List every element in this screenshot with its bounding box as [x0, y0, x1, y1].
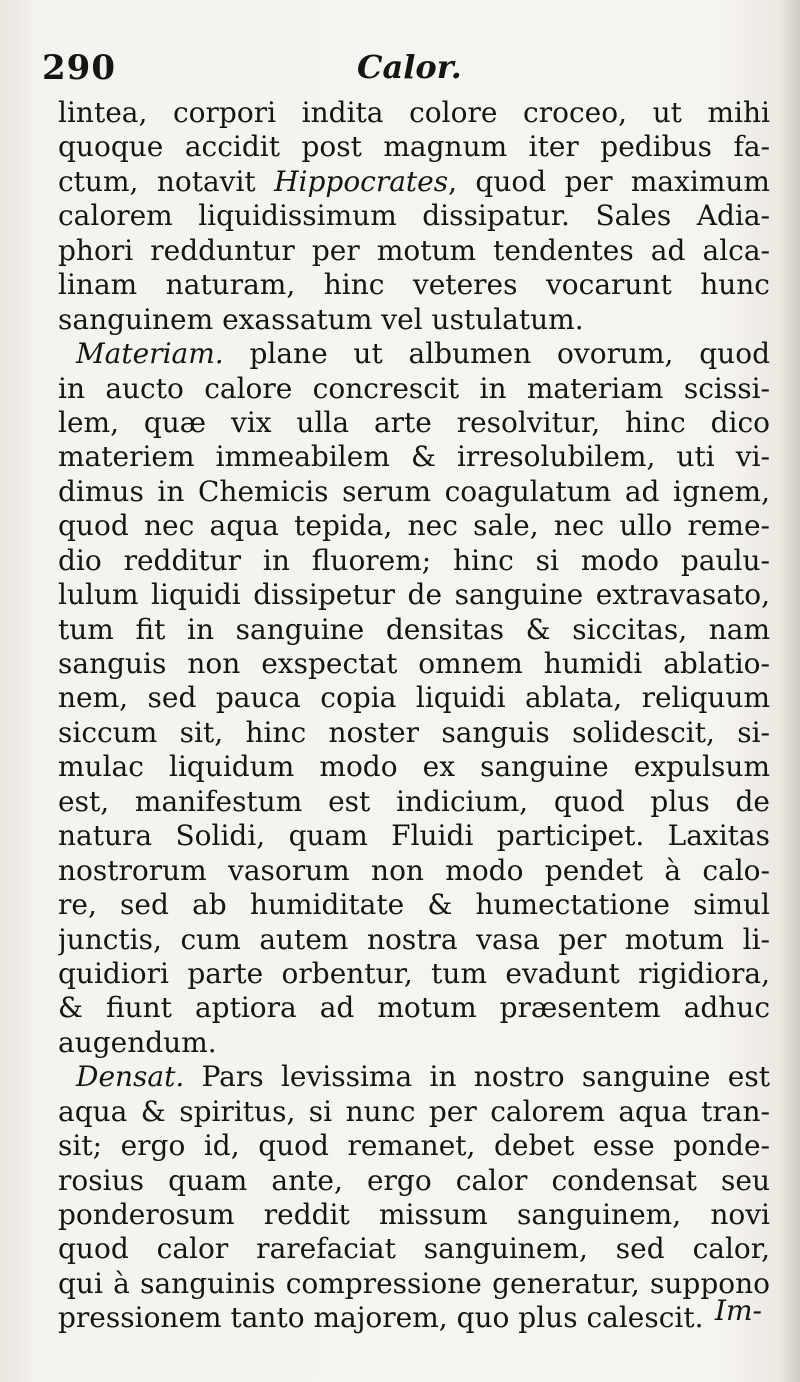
text-segment: dimus in Chemicis serum coagulatum ad ignem, — [58, 474, 770, 508]
text-segment: augendum. — [58, 1025, 217, 1059]
text-segment: calorem liquidissimum dissipatur. Sales Adia- — [58, 199, 770, 233]
text-segment: phori redduntur per motum tendentes ad alca- — [58, 233, 770, 267]
text-line — [58, 716, 770, 750]
text-line — [58, 854, 770, 888]
text-line — [58, 440, 770, 474]
text-line — [58, 991, 770, 1025]
running-head — [42, 48, 742, 92]
text-segment: pressionem tanto majorem, quo plus calescit. — [58, 1301, 704, 1335]
text-line — [58, 1301, 770, 1335]
text-segment: rosius quam ante, ergo calor condensat seu — [58, 1163, 770, 1197]
text-line — [58, 509, 770, 543]
text-segment: mulac liquidum modo ex sanguine expulsum — [58, 750, 770, 784]
text-segment: sit; ergo id, quod remanet, debet esse ponde- — [58, 1129, 770, 1163]
text-line — [58, 544, 770, 578]
italic-keyword: Materiam. — [76, 337, 224, 371]
text-segment: est, manifestum est indicium, quod plus de — [58, 784, 770, 818]
text-line — [58, 1267, 770, 1301]
text-line — [58, 750, 770, 784]
text-line — [58, 372, 770, 406]
text-segment: dio redditur in fluorem; hinc si modo paulu- — [58, 543, 770, 577]
text-line — [58, 1198, 770, 1232]
text-segment: re, sed ab humiditate & humectatione simul — [58, 888, 770, 922]
text-line — [58, 819, 770, 853]
text-line — [58, 165, 770, 199]
text-line — [58, 888, 770, 922]
text-segment: aqua & spiritus, si nunc per calorem aqua tran- — [58, 1094, 770, 1128]
text-line — [58, 406, 770, 440]
text-segment: ctum, notavit — [58, 164, 275, 198]
text-segment: nem, sed pauca copia liquidi ablata, reliquum — [58, 681, 770, 715]
text-line — [58, 1026, 770, 1060]
text-line — [58, 303, 770, 337]
text-line — [58, 268, 770, 302]
text-segment: lem, quæ vix ulla arte resolvitur, hinc dico — [58, 405, 770, 439]
text-line — [58, 1095, 770, 1129]
text-line — [58, 923, 770, 957]
text-segment: linam naturam, hinc veteres vocarunt hunc — [58, 268, 770, 302]
text-segment: qui à sanguinis compressione generatur, suppono — [58, 1266, 770, 1300]
page-number: 290 — [42, 48, 116, 88]
text-segment: junctis, cum autem nostra vasa per motum li- — [58, 922, 770, 956]
text-line — [58, 337, 770, 371]
running-title: Calor. — [357, 48, 462, 86]
text-line — [58, 647, 770, 681]
text-segment: natura Solidi, quam Fluidi participet. Laxitas — [58, 819, 770, 853]
text-segment: quod calor rarefaciat sanguinem, sed calor, — [58, 1232, 770, 1266]
text-line — [58, 130, 770, 164]
text-segment: tum fit in sanguine densitas & siccitas, nam — [58, 612, 770, 646]
text-segment: siccum sit, hinc noster sanguis solidescit, si- — [58, 715, 770, 749]
text-line — [58, 785, 770, 819]
catchword: Im- — [714, 1294, 762, 1327]
text-line — [58, 234, 770, 268]
text-line — [58, 199, 770, 233]
text-segment: lintea, corpori indita colore croceo, ut mihi — [58, 96, 770, 129]
text-line — [58, 1060, 770, 1094]
text-segment: Pars levissima in nostro sanguine est — [184, 1060, 770, 1094]
italic-keyword: Hippocrates — [274, 164, 449, 198]
text-segment: plane ut albumen ovorum, quod — [223, 337, 770, 371]
text-segment: nostrorum vasorum non modo pendet à calo- — [58, 853, 770, 887]
text-segment: sanguis non exspectat omnem humidi ablatio- — [58, 647, 770, 680]
text-line — [58, 475, 770, 509]
italic-keyword: Densat. — [76, 1060, 185, 1094]
text-segment: quod nec aqua tepida, nec sale, nec ullo reme- — [58, 509, 770, 543]
body-text — [58, 96, 770, 1336]
text-line — [58, 957, 770, 991]
text-line — [58, 1232, 770, 1266]
text-segment: lulum liquidi dissipetur de sanguine extravasato, — [58, 578, 770, 612]
text-segment: , quod per maximum — [448, 164, 770, 198]
text-line — [58, 1164, 770, 1198]
text-segment: in aucto calore concrescit in materiam scissi- — [58, 371, 770, 405]
text-line — [58, 613, 770, 647]
text-segment: quidiori parte orbentur, tum evadunt rigidiora, — [58, 956, 770, 990]
text-line — [58, 681, 770, 715]
text-segment: & fiunt aptiora ad motum præsentem adhuc — [58, 991, 770, 1025]
text-segment: sanguinem exassatum vel ustulatum. — [58, 302, 584, 336]
text-line — [58, 96, 770, 130]
text-segment: quoque accidit post magnum iter pedibus fa- — [58, 130, 770, 164]
text-line — [58, 578, 770, 612]
text-segment: ponderosum reddit missum sanguinem, novi — [58, 1198, 770, 1231]
text-line — [58, 1129, 770, 1163]
text-segment: materiem immeabilem & irresolubilem, uti vi- — [58, 440, 770, 474]
